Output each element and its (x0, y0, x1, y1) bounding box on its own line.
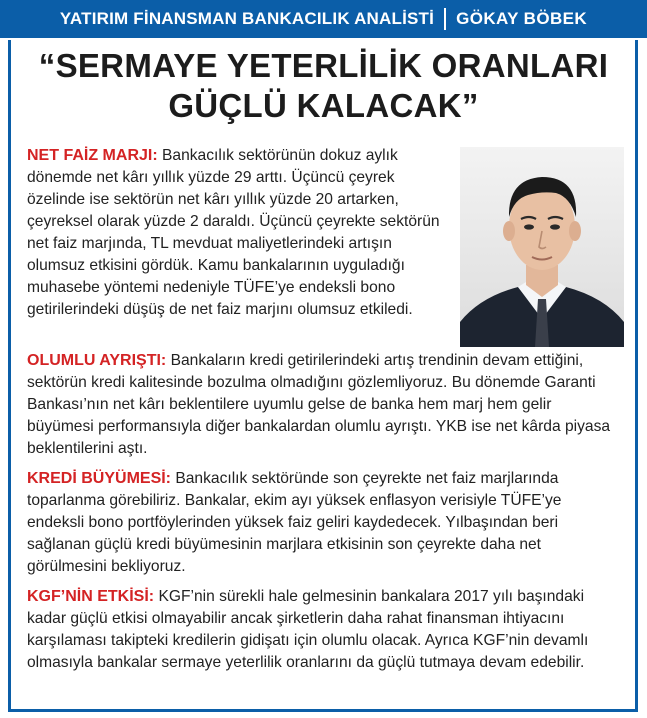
analyst-photo-icon (460, 147, 624, 347)
section-text: Bankaların kredi getirilerindeki artış trendinin devam ettiğini, sektörün kredi kalitesinde bozulma olmadığını gözlemliyoruz. Bu dönemde Garanti Bankası’nın net kârı beklentilere uyumlu gelse de banka hem marj hem gelir büyümesi performansıyla diğer bankalardan olumlu ayrıştı. YKB ise net kârda piyasa beklentilerini aştı. (27, 352, 611, 457)
section-label: KREDİ BÜYÜMESİ: (27, 470, 172, 487)
analyst-photo (460, 147, 624, 347)
section-label: NET FAİZ MARJI: (27, 147, 158, 164)
section-olumlu-ayristi (27, 350, 615, 460)
headline-line-1: “SERMAYE YETERLİLİK ORANLARI (38, 47, 609, 84)
section-text: Bankacılık sektöründe son çeyrekte net faiz marjlarında toparlanma görebiliriz. Bankalar, ekim ayı yüksek enflasyon verisiyle TÜFE’ye endeksli bono portföylerinden yüksek faiz geliri kaydedecek. Yılbaşından beri sağlanan güçlü kredi büyümesinin marjlara etkisinin son çeyrekte daha net görülmesini bekliyoruz. (27, 470, 562, 575)
section-net-faiz-marji (27, 145, 452, 321)
headline (0, 46, 647, 126)
section-kredi-buyumesi (27, 468, 615, 578)
section-text: KGF’nin sürekli hale gelmesinin bankalara 2017 yılı başındaki kadar güçlü etkisi olmayabilir ancak şirketlerin daha rahat finansman ihtiyacını karşılaması takipteki kredilerin gidişatı için olumlu olacak. Ayrıca KGF’nin devamlı olmasıyla bankalar sermaye yeterlilik oranlarını da güçlü tutmaya devam edebilir. (27, 588, 589, 671)
section-label: OLUMLU AYRIŞTI: (27, 352, 167, 369)
analyst-role: YATIRIM FİNANSMAN BANKACILIK ANALİSTİ (59, 9, 435, 28)
section-text: Bankacılık sektörünün dokuz aylık dönemde net kârı yıllık yüzde 29 arttı. Üçüncü çeyrek özelinde ise sektörün net kârı yıllık yüzde 20 artarken, çeyreksel olarak yüzde 2 daraldı. Üçüncü çeyrekte sektörün net faiz marjında, TL mevduat maliyetlerindeki artışın olumsuz etkisini gördük. Kamu bankalarının uyguladığı muhasebe yöntemi nedeniyle TÜFE’ye endeksli bono getirilerindeki düşüş de net faiz marjını olumsuz etkiledi. (27, 147, 440, 318)
banner-divider (444, 8, 446, 30)
analyst-name: GÖKAY BÖBEK (456, 9, 588, 28)
section-kgf-etkisi (27, 586, 615, 674)
headline-line-2: GÜÇLÜ KALACAK” (168, 87, 479, 124)
header-banner (0, 0, 647, 38)
section-label: KGF’NİN ETKİSİ: (27, 588, 155, 605)
